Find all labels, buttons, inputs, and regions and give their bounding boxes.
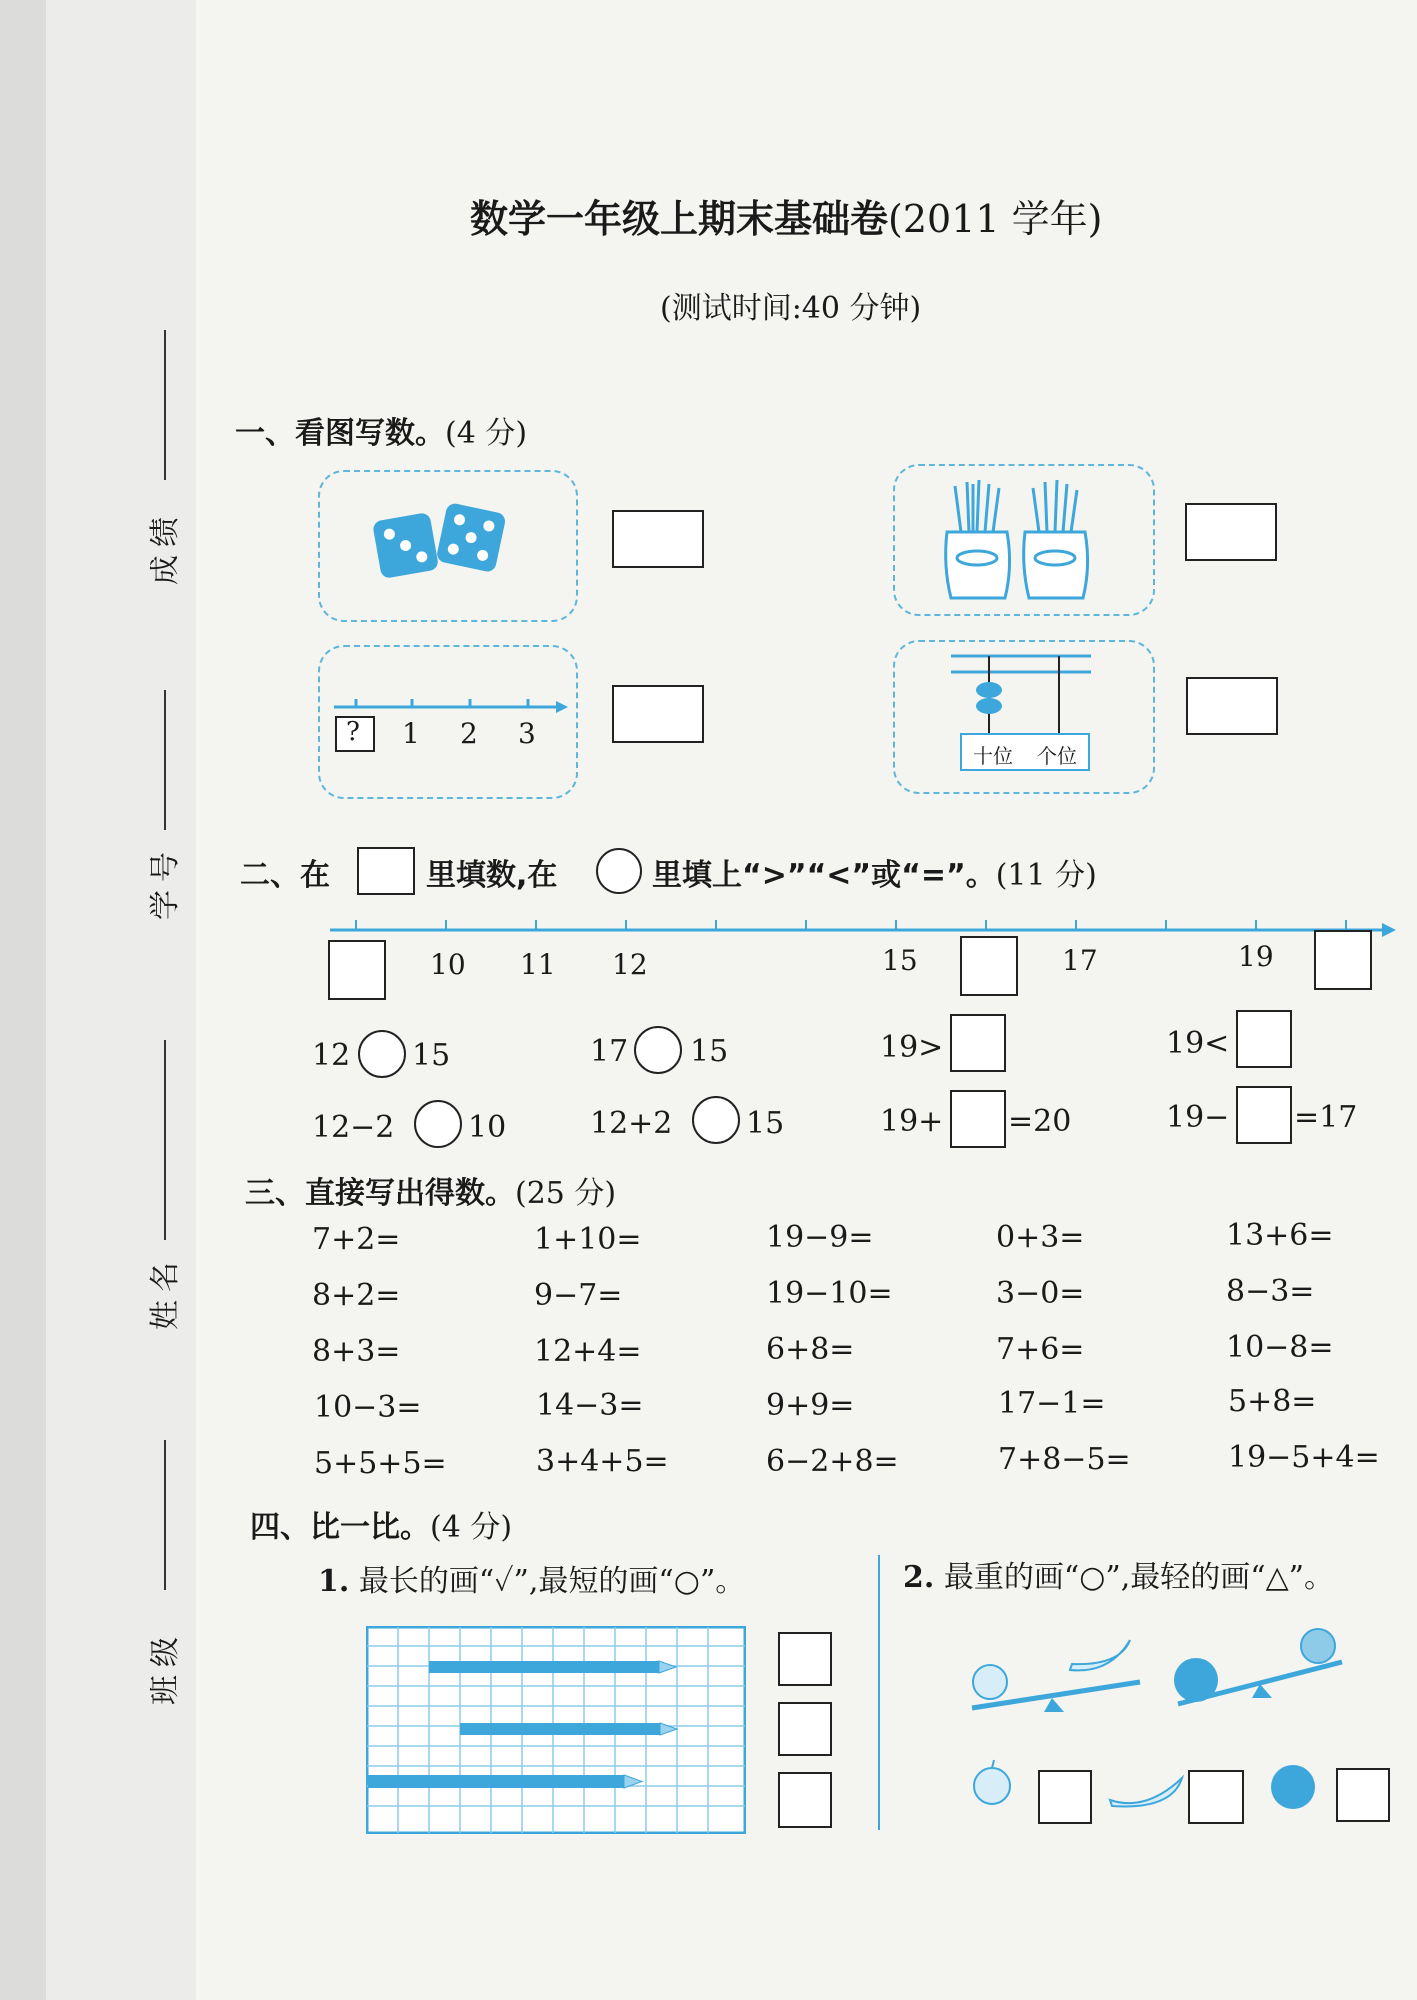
class-field xyxy=(140,1440,190,1720)
sticks-panel xyxy=(893,464,1155,616)
problem: 6+8= xyxy=(766,1332,855,1367)
section1-heading: 一、看图写数。(4 分) xyxy=(235,416,528,451)
weight-answer-box[interactable] xyxy=(1038,1770,1092,1824)
problem: 3−0= xyxy=(996,1276,1085,1311)
numberline-label: 2 xyxy=(460,717,478,750)
equation-left: 19+ xyxy=(880,1104,944,1139)
equation-right: =17 xyxy=(1294,1100,1358,1135)
weight-answer-box[interactable] xyxy=(1336,1768,1390,1822)
apple-icon xyxy=(972,1758,1012,1808)
heading-circle-sample xyxy=(596,848,642,894)
problem: 17−1= xyxy=(998,1386,1106,1421)
score-field xyxy=(140,330,190,590)
heading-box-sample xyxy=(357,847,415,895)
student-no-line xyxy=(164,690,166,830)
compare-left: 19< xyxy=(1166,1026,1230,1061)
numberline-label: 17 xyxy=(1062,944,1098,977)
problem: 19−10= xyxy=(766,1276,893,1311)
compare-circle[interactable] xyxy=(358,1030,406,1078)
compare-circle[interactable] xyxy=(692,1096,740,1144)
problem: 12+4= xyxy=(534,1334,642,1369)
banana-icon xyxy=(1106,1772,1186,1816)
name-line xyxy=(164,1040,166,1240)
name-field xyxy=(140,1040,190,1340)
binding-strip xyxy=(0,0,200,2000)
compare-right: 10 xyxy=(468,1110,507,1145)
numberline-label: 10 xyxy=(430,948,466,981)
name-label: 姓名 xyxy=(148,1254,183,1330)
compare-right: 15 xyxy=(412,1038,451,1073)
problem: 10−3= xyxy=(314,1390,422,1425)
compare-left: 12+2 xyxy=(590,1106,673,1141)
problem: 5+5+5= xyxy=(314,1446,447,1481)
numberline-label: 3 xyxy=(518,717,536,750)
numberline-label: 11 xyxy=(520,948,556,981)
pencil-answer-box[interactable] xyxy=(778,1632,832,1686)
score-label: 成绩 xyxy=(148,509,183,585)
compare-box[interactable] xyxy=(950,1014,1006,1072)
section2-number-line xyxy=(320,910,1400,940)
title-year: (2011 学年) xyxy=(888,197,1103,241)
ball-icon xyxy=(1268,1762,1318,1812)
q2-prompt: 2. 最重的画“○”,最轻的画“△”。 xyxy=(903,1560,1335,1595)
equation-right: =20 xyxy=(1008,1104,1072,1139)
numberline-label: 15 xyxy=(882,944,918,977)
problem: 0+3= xyxy=(996,1220,1085,1255)
problem: 8−3= xyxy=(1226,1274,1315,1309)
problem: 7+6= xyxy=(996,1332,1085,1367)
problem: 10−8= xyxy=(1226,1330,1334,1365)
problem: 7+2= xyxy=(312,1222,401,1257)
column-divider xyxy=(878,1555,880,1830)
problem: 5+8= xyxy=(1228,1384,1317,1419)
dice-panel xyxy=(318,470,578,622)
compare-left: 12−2 xyxy=(312,1110,395,1145)
page-subtitle: (测试时间:40 分钟) xyxy=(660,291,922,326)
answer-box-sticks[interactable] xyxy=(1185,503,1277,561)
problem: 19−5+4= xyxy=(1228,1440,1380,1475)
class-line xyxy=(164,1440,166,1590)
abacus-tens-label: 十位 xyxy=(973,744,1013,768)
abacus-icon xyxy=(895,642,1153,792)
page-title xyxy=(470,188,1102,243)
numberline-label: ? xyxy=(346,717,360,747)
student-no-field xyxy=(140,690,190,930)
weight-answer-box[interactable] xyxy=(1188,1770,1244,1824)
section4-heading: 四、比一比。(4 分) xyxy=(250,1510,513,1545)
dice-icon xyxy=(320,472,576,620)
compare-right: 15 xyxy=(690,1034,729,1069)
section2-heading: 二、在 xyxy=(240,858,330,893)
problem: 7+8−5= xyxy=(998,1442,1131,1477)
pencil-answer-box[interactable] xyxy=(778,1772,832,1828)
compare-right: 15 xyxy=(746,1106,785,1141)
problem: 9+9= xyxy=(766,1388,855,1423)
section3-heading: 三、直接写出得数。(25 分) xyxy=(245,1176,617,1211)
student-no-label: 学号 xyxy=(148,844,183,920)
abacus-ones-label: 个位 xyxy=(1037,744,1077,768)
numberline-label: 1 xyxy=(402,717,420,750)
compare-left: 19> xyxy=(880,1030,944,1065)
section2-heading-b: 里填数,在 xyxy=(426,858,558,893)
pencil-answer-box[interactable] xyxy=(778,1702,832,1756)
compare-left: 17 xyxy=(590,1034,629,1069)
pencil-grid xyxy=(366,1626,746,1834)
problem: 6−2+8= xyxy=(766,1444,899,1479)
numberline-panel xyxy=(318,645,578,799)
title-main: 数学一年级上期末基础卷 xyxy=(470,197,889,241)
numberline-label: 12 xyxy=(612,948,648,981)
problem: 1+10= xyxy=(534,1222,642,1257)
problem: 9−7= xyxy=(534,1278,623,1313)
problem: 8+2= xyxy=(312,1278,401,1313)
numberline-answer-box[interactable] xyxy=(328,940,386,1000)
compare-circle[interactable] xyxy=(634,1026,682,1074)
compare-circle[interactable] xyxy=(414,1100,462,1148)
answer-box-abacus[interactable] xyxy=(1186,677,1278,735)
compare-left: 12 xyxy=(312,1038,351,1073)
answer-box-dice[interactable] xyxy=(612,510,704,568)
problem: 13+6= xyxy=(1226,1218,1334,1253)
numberline-label: 19 xyxy=(1238,940,1274,973)
class-label: 班级 xyxy=(148,1629,183,1705)
problem: 3+4+5= xyxy=(536,1444,669,1479)
answer-box-numberline[interactable] xyxy=(612,685,704,743)
problem: 19−9= xyxy=(766,1220,874,1255)
equation-box[interactable] xyxy=(950,1090,1006,1148)
compare-box[interactable] xyxy=(1236,1010,1292,1068)
abacus-panel xyxy=(893,640,1155,794)
section2-heading-c: 里填上“>”“<”或“=”。(11 分) xyxy=(652,858,1097,893)
problem: 8+3= xyxy=(312,1334,401,1369)
q1-prompt: 1. 最长的画“✓”,最短的画“○”。 xyxy=(318,1564,746,1599)
equation-box[interactable] xyxy=(1236,1086,1292,1144)
problem: 14−3= xyxy=(536,1388,644,1423)
seesaw-icon xyxy=(960,1620,1360,1720)
stick-bundles-icon xyxy=(895,466,1153,614)
numberline-answer-box[interactable] xyxy=(1314,930,1372,990)
score-line xyxy=(164,330,166,480)
equation-left: 19− xyxy=(1166,1100,1230,1135)
numberline-answer-box[interactable] xyxy=(960,936,1018,996)
